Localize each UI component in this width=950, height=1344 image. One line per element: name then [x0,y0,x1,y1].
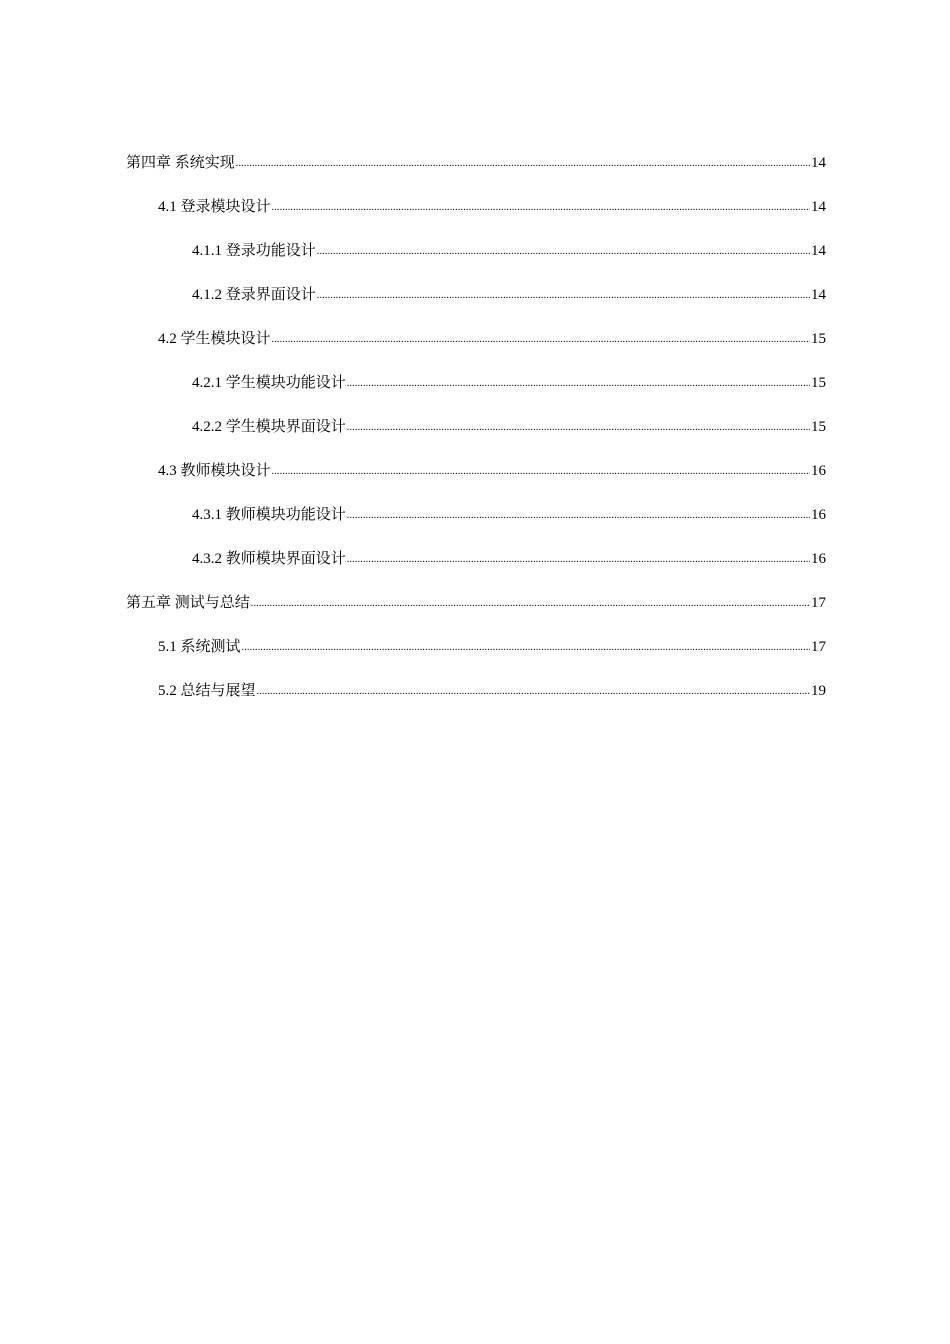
toc-entry-label: 4.2.1 学生模块功能设计 [192,375,346,391]
toc-dot-leader [347,414,810,440]
toc-entry-label: 4.1 登录模块设计 [158,199,271,215]
toc-dot-leader [257,678,810,704]
toc-dot-leader [317,238,810,264]
toc-entry-label: 第五章 测试与总结 [126,595,250,611]
toc-page-number: 14 [811,243,826,259]
toc-page-number: 15 [811,375,826,391]
toc-entry-4-3-2[interactable] [126,547,826,591]
toc-entry-label: 第四章 系统实现 [126,155,235,171]
toc-page-number: 15 [811,419,826,435]
toc-entry-chapter-5[interactable] [126,591,826,635]
toc-entry-label: 4.1.2 登录界面设计 [192,287,316,303]
toc-dot-leader [272,458,810,484]
toc-entry-5-2[interactable] [126,679,826,723]
toc-dot-leader [236,150,810,176]
toc-page-number: 14 [811,287,826,303]
toc-entry-4-3[interactable] [126,459,826,503]
toc-page-number: 16 [811,551,826,567]
toc-entry-label: 5.1 系统测试 [158,639,241,655]
toc-entry-label: 4.3 教师模块设计 [158,463,271,479]
toc-page-number: 14 [811,199,826,215]
toc-dot-leader [317,282,810,308]
toc-entry-chapter-4[interactable] [126,151,826,195]
toc-entry-label: 4.3.1 教师模块功能设计 [192,507,346,523]
toc-dot-leader [347,546,810,572]
toc-page-number: 16 [811,463,826,479]
toc-entry-label: 4.2.2 学生模块界面设计 [192,419,346,435]
table-of-contents [126,151,826,723]
toc-entry-5-1[interactable] [126,635,826,679]
toc-dot-leader [272,194,810,220]
toc-entry-4-2-1[interactable] [126,371,826,415]
toc-entry-label: 4.1.1 登录功能设计 [192,243,316,259]
toc-dot-leader [272,326,810,352]
toc-entry-label: 5.2 总结与展望 [158,683,256,699]
toc-entry-label: 4.3.2 教师模块界面设计 [192,551,346,567]
toc-page-number: 17 [811,639,826,655]
toc-dot-leader [347,370,810,396]
toc-entry-4-2-2[interactable] [126,415,826,459]
toc-entry-4-1-2[interactable] [126,283,826,327]
toc-dot-leader [251,590,810,616]
toc-entry-4-1-1[interactable] [126,239,826,283]
toc-page-number: 17 [811,595,826,611]
toc-entry-4-3-1[interactable] [126,503,826,547]
toc-dot-leader [347,502,810,528]
toc-dot-leader [242,634,810,660]
toc-page-number: 14 [811,155,826,171]
toc-page-number: 19 [811,683,826,699]
toc-entry-4-1[interactable] [126,195,826,239]
toc-page-number: 15 [811,331,826,347]
toc-entry-label: 4.2 学生模块设计 [158,331,271,347]
toc-page-number: 16 [811,507,826,523]
toc-entry-4-2[interactable] [126,327,826,371]
